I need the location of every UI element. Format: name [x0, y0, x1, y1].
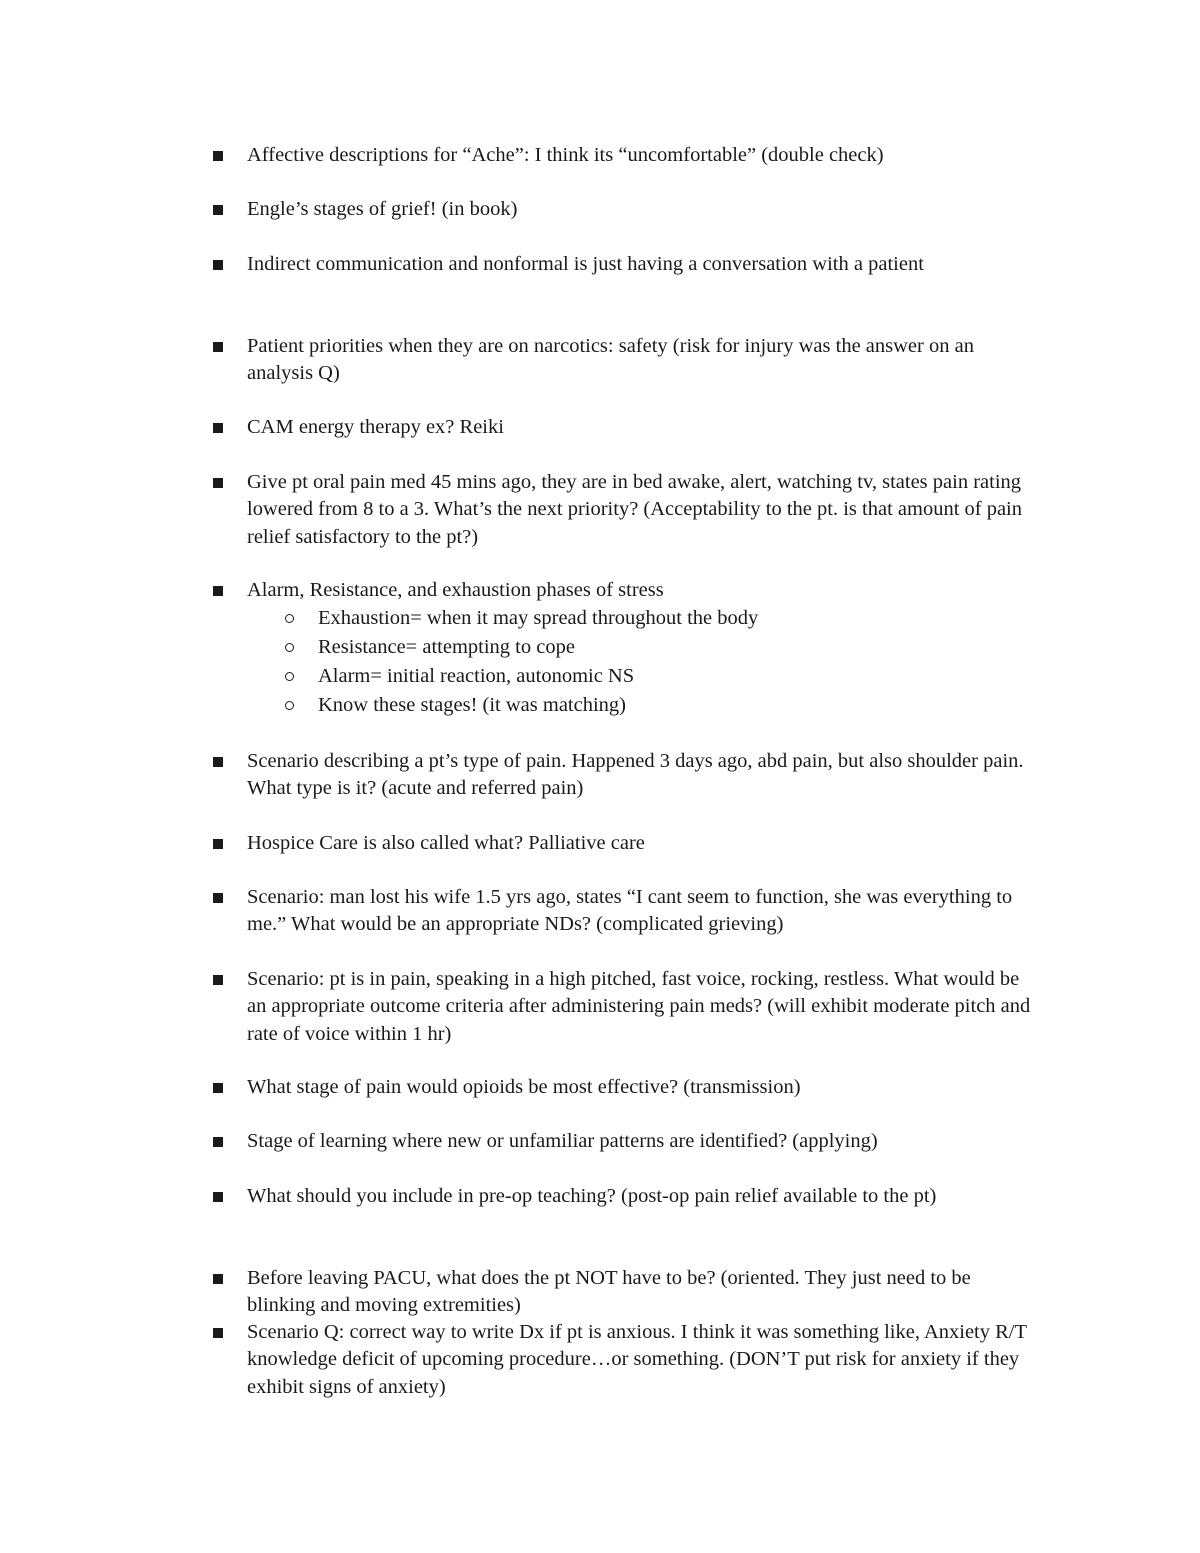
square-bullet-icon: [213, 839, 223, 849]
square-bullet-icon: [213, 757, 223, 767]
square-bullet-icon: [213, 423, 223, 433]
list-item: [213, 142, 1043, 169]
sub-list-item-text: Resistance= attempting to cope: [318, 636, 575, 659]
list-item: [213, 1183, 1043, 1210]
sub-list: [213, 604, 1043, 720]
square-bullet-icon: [213, 893, 223, 903]
list-item-text: Scenario: pt is in pain, speaking in a high pitched, fast voice, rocking, restless. What would be an appropriate outcome criteria after administering pain meds? (will exhibit moderate pitch and rate of voice within 1 hr): [247, 968, 1031, 1045]
circle-bullet-icon: [285, 701, 294, 710]
list-item: [213, 1265, 1043, 1320]
list-item: [213, 830, 1043, 857]
list-item: [213, 469, 1043, 551]
square-bullet-icon: [213, 975, 223, 985]
list-item: [213, 966, 1043, 1048]
square-bullet-icon: [213, 1192, 223, 1202]
list-item-text: Hospice Care is also called what? Palliative care: [247, 832, 645, 854]
list-item: [213, 748, 1043, 803]
square-bullet-icon: [213, 1137, 223, 1147]
list-item: [213, 577, 1043, 720]
square-bullet-icon: [213, 478, 223, 488]
list-item-text: Affective descriptions for “Ache”: I think its “uncomfortable” (double check): [247, 144, 884, 166]
sub-list-item-text: Alarm= initial reaction, autonomic NS: [318, 665, 635, 688]
list-item: [213, 196, 1043, 223]
list-item-text: What stage of pain would opioids be most effective? (transmission): [247, 1076, 801, 1098]
circle-bullet-icon: [285, 672, 294, 681]
list-item-text: CAM energy therapy ex? Reiki: [247, 416, 504, 438]
list-item-text: Alarm, Resistance, and exhaustion phases of stress: [247, 579, 664, 601]
circle-bullet-icon: [285, 643, 294, 652]
list-item-text: What should you include in pre-op teaching? (post-op pain relief available to the pt): [247, 1185, 937, 1207]
sub-list-item: [318, 633, 1043, 662]
list-item: [213, 884, 1043, 939]
list-item: [213, 1128, 1043, 1155]
square-bullet-icon: [213, 205, 223, 215]
list-item: [213, 251, 1043, 278]
square-bullet-icon: [213, 151, 223, 161]
sub-list-item-text: Exhaustion= when it may spread throughout the body: [318, 607, 759, 630]
list-item-text: Give pt oral pain med 45 mins ago, they are in bed awake, alert, watching tv, states pain rating lowered from 8 to a 3. What’s the next priority? (Acceptability to the pt. is that amount of pain relief satisfactory to the pt?): [247, 471, 1023, 548]
list-item: [213, 414, 1043, 441]
sub-list-item: [318, 662, 1043, 691]
list-item-text: Scenario: man lost his wife 1.5 yrs ago, states “I cant seem to function, she was everything to me.” What would be an appropriate NDs? (complicated grieving): [247, 886, 1013, 936]
list-item: [213, 333, 1043, 388]
square-bullet-icon: [213, 1328, 223, 1338]
list-item-text: Scenario describing a pt’s type of pain. Happened 3 days ago, abd pain, but also shoulder pain. What type is it? (acute and referred pain): [247, 750, 1024, 800]
sub-list-item: [318, 604, 1043, 633]
list-item-text: Engle’s stages of grief! (in book): [247, 198, 518, 220]
square-bullet-icon: [213, 1083, 223, 1093]
sub-list-item-text: Know these stages! (it was matching): [318, 694, 626, 717]
list-item-text: Before leaving PACU, what does the pt NOT have to be? (oriented. They just need to be blinking and moving extremities): [247, 1267, 971, 1317]
list-item-text: Stage of learning where new or unfamiliar patterns are identified? (applying): [247, 1130, 878, 1152]
list-item-text: Patient priorities when they are on narcotics: safety (risk for injury was the answer on an analysis Q): [247, 335, 974, 385]
square-bullet-icon: [213, 586, 223, 596]
list-item-text: Indirect communication and nonformal is just having a conversation with a patient: [247, 253, 924, 275]
square-bullet-icon: [213, 342, 223, 352]
list-item: [213, 1074, 1043, 1101]
circle-bullet-icon: [285, 614, 294, 623]
sub-list-item: [318, 691, 1043, 720]
square-bullet-icon: [213, 1274, 223, 1284]
list-item: [213, 1319, 1043, 1401]
list-item-text: Scenario Q: correct way to write Dx if pt is anxious. I think it was something like, Anxiety R/T knowledge deficit of upcoming procedure…or something. (DON’T put risk for anxiety if they exhibit signs of anxiety): [247, 1321, 1027, 1398]
square-bullet-icon: [213, 260, 223, 270]
